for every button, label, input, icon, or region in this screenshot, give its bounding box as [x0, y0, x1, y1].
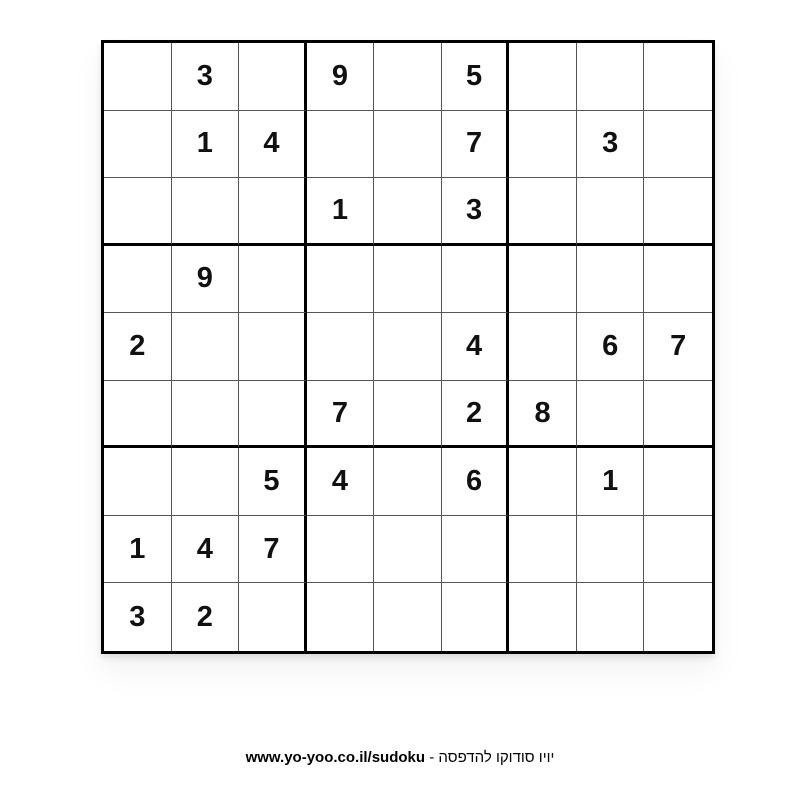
sudoku-cell[interactable] [577, 178, 645, 246]
sudoku-cell[interactable]: 2 [442, 381, 510, 449]
sudoku-cell[interactable] [172, 448, 240, 516]
sudoku-cell[interactable] [509, 583, 577, 651]
sudoku-cell[interactable] [509, 111, 577, 179]
sudoku-cell[interactable] [577, 583, 645, 651]
sudoku-cell[interactable] [442, 246, 510, 314]
sudoku-cell[interactable] [307, 246, 375, 314]
sudoku-cell[interactable] [104, 381, 172, 449]
sudoku-cell[interactable] [172, 381, 240, 449]
sudoku-cell[interactable] [644, 381, 712, 449]
sudoku-cell[interactable]: 4 [307, 448, 375, 516]
sudoku-cell[interactable]: 7 [239, 516, 307, 584]
sudoku-cell[interactable]: 3 [577, 111, 645, 179]
sudoku-cell[interactable]: 4 [239, 111, 307, 179]
sudoku-cell[interactable]: 4 [442, 313, 510, 381]
sudoku-cell[interactable] [644, 111, 712, 179]
sudoku-cell[interactable] [644, 583, 712, 651]
sudoku-cell[interactable]: 3 [104, 583, 172, 651]
sudoku-cell[interactable] [509, 178, 577, 246]
sudoku-cell[interactable] [104, 43, 172, 111]
sudoku-cell[interactable] [239, 313, 307, 381]
sudoku-cell[interactable]: 5 [239, 448, 307, 516]
sudoku-cell[interactable] [172, 178, 240, 246]
sudoku-cell[interactable] [104, 246, 172, 314]
sudoku-cell[interactable] [577, 246, 645, 314]
sudoku-cell[interactable]: 2 [104, 313, 172, 381]
sudoku-cell[interactable]: 7 [644, 313, 712, 381]
sudoku-cell[interactable]: 2 [172, 583, 240, 651]
sudoku-cell[interactable]: 3 [442, 178, 510, 246]
sudoku-cell[interactable]: 5 [442, 43, 510, 111]
sudoku-cell[interactable] [239, 246, 307, 314]
sudoku-cell[interactable] [307, 583, 375, 651]
sudoku-cell[interactable] [307, 516, 375, 584]
sudoku-cell[interactable]: 1 [307, 178, 375, 246]
sudoku-cell[interactable] [374, 381, 442, 449]
sudoku-cell[interactable]: 9 [307, 43, 375, 111]
sudoku-cell[interactable]: 8 [509, 381, 577, 449]
sudoku-cell[interactable] [644, 43, 712, 111]
footer [0, 749, 800, 766]
sudoku-cell[interactable]: 7 [307, 381, 375, 449]
sudoku-cell[interactable]: 7 [442, 111, 510, 179]
sudoku-cell[interactable] [307, 111, 375, 179]
footer-separator: - [429, 749, 435, 766]
sudoku-cell[interactable] [104, 178, 172, 246]
sudoku-cell[interactable] [374, 516, 442, 584]
sudoku-cell[interactable] [239, 583, 307, 651]
sudoku-cell[interactable]: 1 [577, 448, 645, 516]
sudoku-cell[interactable] [239, 178, 307, 246]
sudoku-cell[interactable] [239, 43, 307, 111]
sudoku-cell[interactable]: 9 [172, 246, 240, 314]
sudoku-cell[interactable] [644, 178, 712, 246]
sudoku-cell[interactable]: 1 [104, 516, 172, 584]
sudoku-cell[interactable]: 1 [172, 111, 240, 179]
sudoku-cell[interactable] [509, 43, 577, 111]
sudoku-cell[interactable] [374, 111, 442, 179]
sudoku-cell[interactable] [577, 516, 645, 584]
sudoku-cell[interactable] [374, 246, 442, 314]
sudoku-cell[interactable] [374, 448, 442, 516]
sudoku-cell[interactable] [374, 313, 442, 381]
sudoku-cell[interactable] [509, 246, 577, 314]
sudoku-cell[interactable] [104, 111, 172, 179]
sudoku-cell[interactable] [509, 448, 577, 516]
sudoku-cell[interactable] [509, 313, 577, 381]
sudoku-board [101, 40, 715, 654]
sudoku-cell[interactable] [644, 448, 712, 516]
sudoku-cell[interactable] [577, 43, 645, 111]
sudoku-cell[interactable] [442, 516, 510, 584]
sudoku-cell[interactable] [239, 381, 307, 449]
sudoku-cell[interactable] [509, 516, 577, 584]
sudoku-cell[interactable] [104, 448, 172, 516]
sudoku-cell[interactable]: 4 [172, 516, 240, 584]
sudoku-cell[interactable] [374, 583, 442, 651]
sudoku-cell[interactable]: 6 [442, 448, 510, 516]
footer-caption: יויו סודוקו להדפסה [438, 749, 555, 766]
site-url-link[interactable]: www.yo-yoo.co.il/sudoku [245, 749, 426, 766]
sudoku-cell[interactable]: 3 [172, 43, 240, 111]
sudoku-cell[interactable] [442, 583, 510, 651]
sudoku-cell[interactable] [374, 178, 442, 246]
sudoku-cell[interactable] [172, 313, 240, 381]
sudoku-cell[interactable] [577, 381, 645, 449]
sudoku-cell[interactable] [307, 313, 375, 381]
sudoku-cell[interactable] [644, 516, 712, 584]
sudoku-cell[interactable] [644, 246, 712, 314]
sudoku-cell[interactable]: 6 [577, 313, 645, 381]
sudoku-cell[interactable] [374, 43, 442, 111]
